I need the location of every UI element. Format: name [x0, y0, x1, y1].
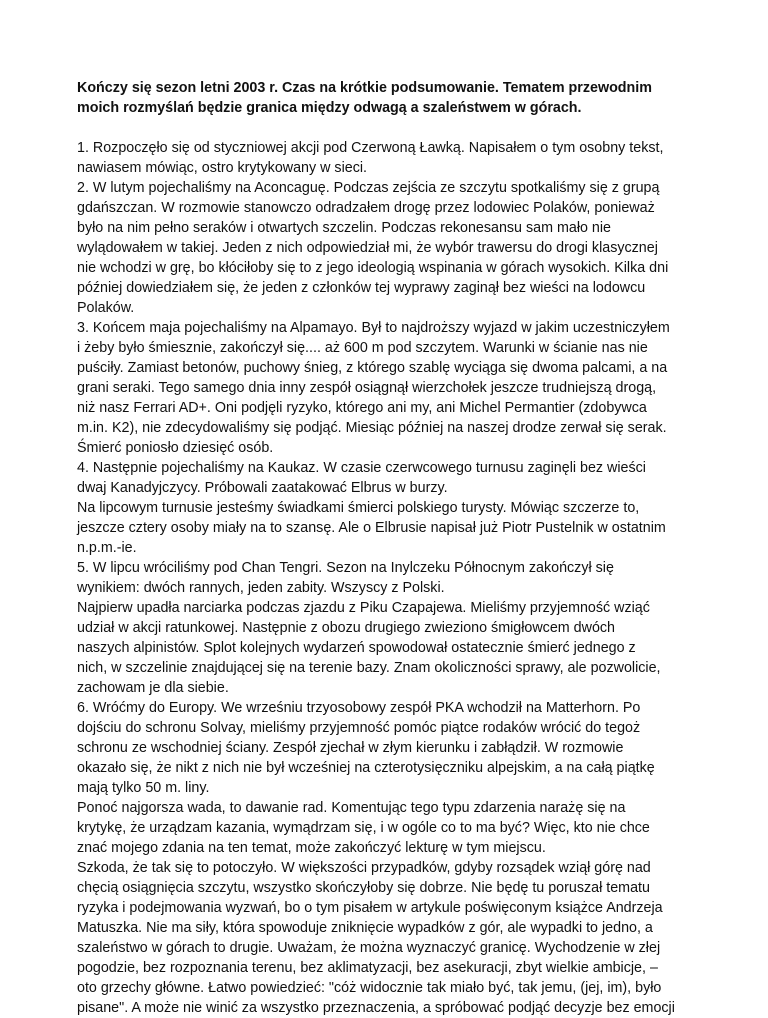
paragraph-8: 6. Wróćmy do Europy. We wrześniu trzyosobowy zespół PKA wchodził na Matterhorn. Po dojściu do schronu Solvay, mieliśmy przyjemność pomóc piątce rodaków wrócić do tegoż schronu ze wschodniej ściany. Zespół zjechał w złym kierunku i zabłądził. W rozmowie okazało się, że nikt z nich nie był wcześniej na czterotysięczniku alpejskim, a na całą piątkę mają tylko 50 m. liny.	[77, 700, 655, 796]
document-page	[77, 78, 717, 1018]
paragraph-4: 4. Następnie pojechaliśmy na Kaukaz. W czasie czerwcowego turnusu zaginęli bez wieści dwaj Kanadyjczycy. Próbowali zaatakować Elbrus w burzy.	[77, 460, 646, 496]
paragraph-9: Ponoć najgorsza wada, to dawanie rad. Komentując tego typu zdarzenia narażę się na krytykę, że urządzam kazania, wymądrzam się, i w ogóle co to ma być? Więc, kto nie chce znać mojego zdania na ten temat, może zakończyć lekturę w tym miejscu.	[77, 800, 650, 856]
paragraph-5: Na lipcowym turnusie jesteśmy świadkami śmierci polskiego turysty. Mówiąc szczerze to, jeszcze cztery osoby miały na to szansę. Ale o Elbrusie napisał już Piotr Pustelnik w ostatnim n.p.m.-ie.	[77, 500, 666, 556]
paragraph-2: 2. W lutym pojechaliśmy na Aconcaguę. Podczas zejścia ze szczytu spotkaliśmy się z grupą gdańszczan. W rozmowie stanowczo odradzałem drogę przez lodowiec Polaków, ponieważ było na nim pełno seraków i otwartych szczelin. Podczas rekonesansu sam mało nie wylądowałem w takiej. Jeden z nich odpowiedział mi, że wybór trawersu do drogi klasycznej nie wchodzi w grę, bo kłóciłoby się to z jego ideologią wspinania w górach wysokich. Kilka dni później dowiedziałem się, że jeden z członków tej wyprawy zaginął bez wieści na lodowcu Polaków.	[77, 180, 669, 316]
paragraph-6: 5. W lipcu wróciliśmy pod Chan Tengri. Sezon na Inylczeku Północnym zakończył się wynikiem: dwóch rannych, jeden zabity. Wszyscy z Polski.	[77, 560, 614, 596]
document-heading: Kończy się sezon letni 2003 r. Czas na krótkie podsumowanie. Tematem przewodnim moich rozmyślań będzie granica między odwagą a szaleństwem w górach.	[77, 80, 652, 116]
paragraph-7: Najpierw upadła narciarka podczas zjazdu z Piku Czapajewa. Mieliśmy przyjemność wziąć udział w akcji ratunkowej. Następnie z obozu drugiego zwieziono śmigłowcem dwóch naszych alpinistów. Splot kolejnych wydarzeń spowodował ostatecznie śmierć jednego z nich, w szczelinie znajdującej się na terenie bazy. Znam okoliczności sprawy, ale pozwolicie, zachowam je dla siebie.	[77, 600, 661, 696]
paragraph-10: Szkoda, że tak się to potoczyło. W większości przypadków, gdyby rozsądek wziął górę nad chęcią osiągnięcia szczytu, wszystko skończyłoby się dobrze. Nie będę tu poruszał tematu ryzyka i podejmowania wyzwań, bo o tym pisałem w artykule poświęconym książce Andrzeja Matuszka. Nie ma siły, która spowoduje zniknięcie wypadków z gór, ale wypadki to jedno, a szaleństwo w górach to drugie. Uważam, że można wyznaczyć granicę. Wychodzenie w złej pogodzie, bez rozpoznania terenu, bez aklimatyzacji, bez asekuracji, zbyt wielkie ambicje, – oto grzechy główne. Łatwo powiedzieć: "cóż widocznie tak miało być, tak jemu, (jej, im), było pisane". A może nie winić za wszystko przeznaczenia, a spróbować podjąć decyzje bez emocji	[77, 860, 675, 1016]
paragraph-3: 3. Końcem maja pojechaliśmy na Alpamayo. Był to najdroższy wyjazd w jakim uczestniczyłem i żeby było śmiesznie, zakończył się.... aż 600 m pod szczytem. Warunki w ścianie nas nie puściły. Zamiast betonów, puchowy śnieg, z którego szablę wyciąga się dwoma palcami, a na grani seraki. Tego samego dnia inny zespół osiągnął wierzchołek jeszcze trudniejszą drogą, niż nasz Ferrari AD+. Oni podjęli ryzyko, którego ani my, ani Michel Permantier (zdobywca m.in. K2), nie zdecydowaliśmy się podjąć. Miesiąc później na naszej drodze zerwał się serak. Śmierć poniosło dziesięć osób.	[77, 320, 670, 456]
paragraph-1: 1. Rozpoczęło się od styczniowej akcji pod Czerwoną Ławką. Napisałem o tym osobny tekst, nawiasem mówiąc, ostro krytykowany w sieci.	[77, 140, 664, 176]
